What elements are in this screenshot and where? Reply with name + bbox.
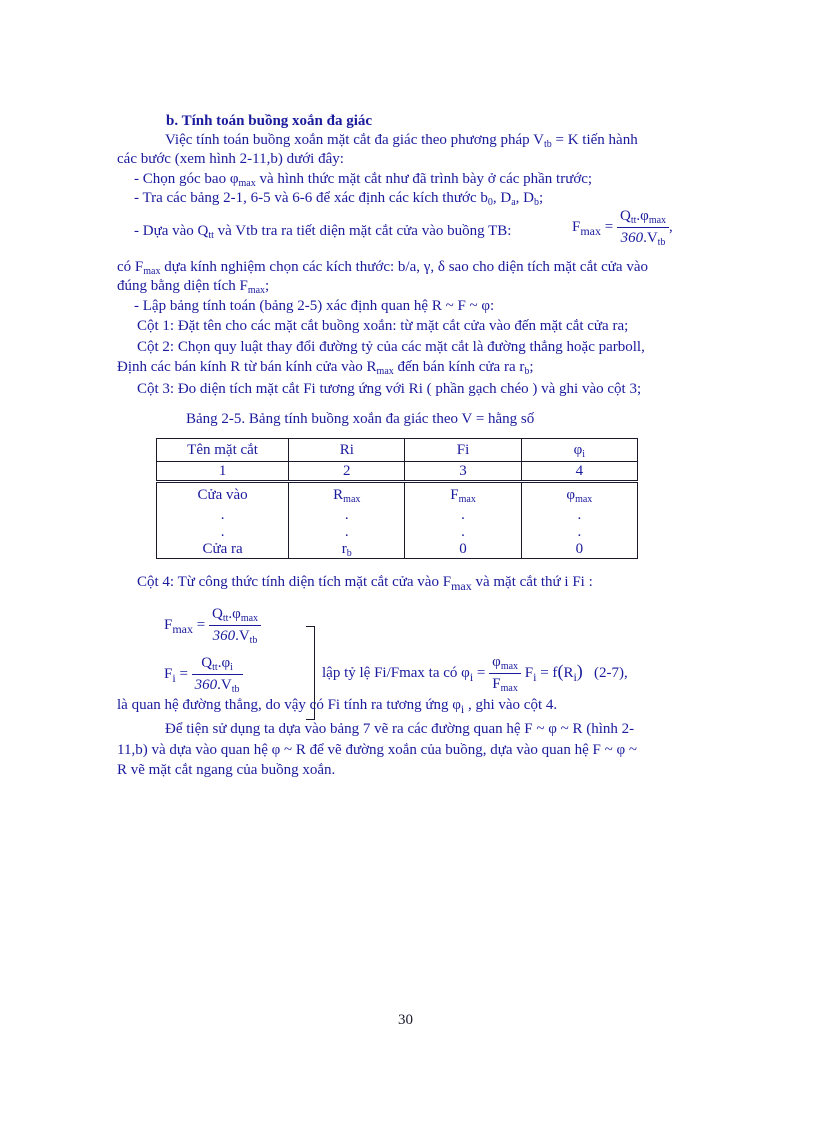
table-cell: 3 (405, 462, 521, 482)
line-fmax-choice: có $F_{max}$ dựa kính nghiệm chọn các kích thước: b/a, γ, δ sao cho diện tích mặt cắt cửa vào (117, 259, 648, 277)
linear-relation-line: là quan hệ đường thẳng, do vậy có Fi tính ra tương ứng $\varphi_i$ , ghi vào cột 4. (117, 697, 558, 716)
closing-paragraph-line-3: R vẽ mặt cắt ngang của buồng xoắn. (117, 762, 336, 778)
header-fi: Fi (405, 439, 521, 462)
table-row (157, 507, 638, 524)
table-cell: . (157, 524, 289, 541)
bullet-lookup-tables: - Tra các bảng 2-1, 6-5 và 6-6 để xác định các kích thước $b_0$, $D_a$, $D_b$; (134, 190, 544, 208)
bullet-inlet-section: - Dựa vào $Q_{tt}$ và Vtb tra ra tiết diện mặt cắt cửa vào buồng TB: (134, 223, 512, 241)
table-row (157, 482, 638, 508)
table-row (157, 541, 638, 559)
table-cell: Cửa ra (157, 541, 289, 559)
radius-definition: Định các bán kính R từ bán kính cửa vào $R_{max}$ đến bán kính cửa ra $r_b$; (117, 359, 534, 377)
formula-fi: $F_i$ = $\frac{Q_{tt}.\varphi_i}{360.V_{tb}}$ (164, 655, 243, 694)
table-row (157, 524, 638, 541)
table-cell: . (157, 507, 289, 524)
column-1-note: Cột 1: Đặt tên cho các mặt cắt buồng xoắn: từ mặt cắt cửa vào đến mặt cắt cửa ra; (137, 318, 629, 334)
table-cell: 0 (405, 541, 521, 559)
column-4-note: Cột 4: Từ công thức tính diện tích mặt cắt cửa vào $F_{max}$ và mặt cắt thứ i Fi : (137, 574, 593, 593)
table-cell: $R_{max}$ (289, 482, 405, 508)
line-equal-area: đúng bằng diện tích $F_{max}$; (117, 278, 270, 296)
formula-fmax-top: $F_{max}$ = $\frac{Q_{tt}.\varphi_{max}}{360.V_{tb}}$ , (572, 208, 673, 248)
closing-paragraph-line-1: Để tiện sử dụng ta dựa vào bảng 7 vẽ ra các đường quan hệ F ~ φ ~ R (hình 2- (165, 721, 635, 737)
table-caption: Bảng 2-5. Bảng tính buồng xoắn đa giác theo V = hằng số (186, 411, 535, 427)
formula-fmax: $F_{max}$ = $\frac{Q_{tt}.\varphi_{max}}{360.V_{tb}}$ (164, 606, 261, 645)
table-cell: $\varphi_{max}$ (521, 482, 637, 508)
table-cell: . (405, 507, 521, 524)
header-phi: $\varphi_i$ (521, 439, 637, 462)
bullet-make-table: - Lập bảng tính toán (bảng 2-5) xác định quan hệ R ~ F ~ φ: (134, 298, 495, 314)
table-cell: . (521, 524, 637, 541)
calc-table (156, 438, 638, 559)
table-cell: . (521, 507, 637, 524)
table-cell: . (405, 524, 521, 541)
table-header-row (157, 439, 638, 462)
ratio-formula: lập tỷ lệ Fi/Fmax ta có $\varphi_i$ = $\frac{\varphi_{max}}{F_{max}}$ $F_i = f(R_i)$ (2-7), (322, 654, 628, 694)
column-2-note: Cột 2: Chọn quy luật thay đổi đường tỷ của các mặt cắt là đường thẳng hoặc parboll, (137, 339, 645, 355)
table-cell: 2 (289, 462, 405, 482)
intro-line-2: các bước (xem hình 2-11,b) dưới đây: (117, 151, 344, 167)
column-3-note: Cột 3: Đo diện tích mặt cắt Fi tương ứng với Ri ( phần gạch chéo ) và ghi vào cột 3; (137, 381, 642, 397)
closing-paragraph-line-2: 11,b) và dựa vào quan hệ φ ~ R để vẽ đường xoắn của buồng, dựa vào quan hệ F ~ φ ~ (117, 742, 637, 758)
table-cell: 0 (521, 541, 637, 559)
page-number: 30 (398, 1012, 413, 1028)
section-title: b. Tính toán buồng xoắn đa giác (166, 113, 373, 129)
table-cell: . (289, 507, 405, 524)
intro-line-1: Việc tính toán buồng xoắn mặt cắt đa giác theo phương pháp $V_{tb} = K$ tiến hành (165, 132, 638, 150)
table-cell: 1 (157, 462, 289, 482)
table-cell: 4 (521, 462, 637, 482)
table-cell: $r_b$ (289, 541, 405, 559)
table-cell: . (289, 524, 405, 541)
table-row (157, 462, 638, 482)
header-ri: Ri (289, 439, 405, 462)
header-section-name: Tên mặt cắt (157, 439, 289, 462)
bullet-choose-angle: - Chọn góc bao $\varphi_{max}$ và hình thức mặt cắt như đã trình bày ở các phần trước; (134, 171, 593, 189)
table-cell: $F_{max}$ (405, 482, 521, 508)
table-cell: Cửa vào (157, 482, 289, 508)
